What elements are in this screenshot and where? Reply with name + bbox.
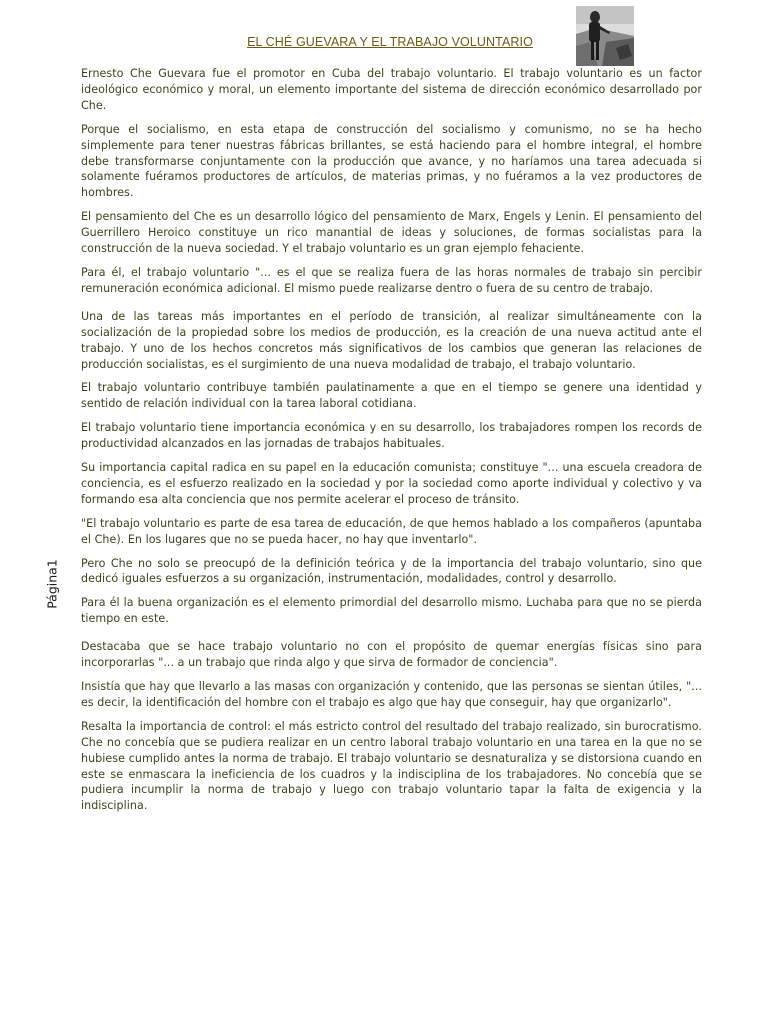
paragraph: Porque el socialismo, en esta etapa de construcción del socialismo y comunismo, no se ha hecho simplemente para tener nuestras fábricas brillantes, se está haciendo para el hombre integral, el hombre debe transformarse conjuntamente con la producción que avance, y no haríamos una tarea adecuada si solamente fuéramos productores de artículos, de materias primas, y no fuéramos a la vez productores de hombres. [81,122,702,200]
paragraph: Pero Che no solo se preocupó de la definición teórica y de la importancia del trabajo voluntario, sino que dedicó iguales esfuerzos a su organización, instrumentación, modalidades, control y desarrollo. [81,556,702,586]
paragraph: Destacaba que se hace trabajo voluntario no con el propósito de quemar energías físicas sino para incorporarlas "... a un trabajo que rinda algo y que sirva de formador de conciencia". [81,640,702,670]
page-number-label: Página1 [44,559,60,609]
paragraph: Insistía que hay que llevarlo a las masas con organización y contenido, que las personas se sientan útiles, "... es decir, la identificación del hombre con el trabajo es algo que hay que conseguir, hay que organizarlo". [81,680,702,709]
paragraph: Su importancia capital radica en su papel en la educación comunista; constituye "... una escuela creadora de conciencia, es el esfuerzo realizado en la sociedad y por la sociedad como aporte individual y colectivo y va formando esa alta conciencia que nos permite acelerar el proceso de tránsito. [81,461,702,506]
paragraph: Para él, el trabajo voluntario "... es el que se realiza fuera de las horas normales de trabajo sin percibir remuneración económica adicional. El mismo puede realizarse dentro o fuera de su centro de trabajo. [81,265,702,295]
paragraph: Para él la buena organización es el elemento primordial del desarrollo mismo. Luchaba para que no se pierda tiempo en este. [81,596,702,626]
paragraph: El trabajo voluntario tiene importancia económica y en su desarrollo, los trabajadores rompen los records de productividad alcanzados en las jornadas de trabajos habituales. [81,421,702,451]
document-body [81,66,702,822]
paragraph: Resalta la importancia de control: el más estricto control del resultado del trabajo realizado, sin burocratismo. Che no concebía que se pudiera realizar en un centro laboral trabajo voluntario en una tarea en la que no se hubiese cumplido antes la norma de trabajo. El trabajo voluntario se desnaturaliza y se distorsiona cuando en este se enmascara la ineficiencia de los cuadros y la indisciplina de los trabajadores. No concebía que se pudiera incumplir la norma de trabajo y luego con trabajo voluntario tapar la falta de exigencia y la indisciplina. [81,719,702,813]
paragraph: El pensamiento del Che es un desarrollo lógico del pensamiento de Marx, Engels y Lenin. El pensamiento del Guerrillero Heroico constituye un rico manantial de ideas y soluciones, de formas socialistas para la construcción de la nueva sociedad. Y el trabajo voluntario es un gran ejemplo fehaciente. [81,210,702,256]
document-title: EL CHÉ GUEVARA Y EL TRABAJO VOLUNTARIO [247,35,533,49]
paragraph: Una de las tareas más importantes en el período de transición, al realizar simultáneamente con la socialización de la propiedad sobre los medios de producción, es la creación de una nueva actitud ante el trabajo. Y uno de los hechos concretos más significativos de los cambios que generan las relaciones de producción socialistas, es el surgimiento de una nueva modalidad de trabajo, el trabajo voluntario. [81,309,702,371]
paragraph: "El trabajo voluntario es parte de esa tarea de educación, de que hemos hablado a los compañeros (apuntaba el Che). En los lugares que no se pueda hacer, no hay que inventarlo". [81,516,702,546]
paragraph: Ernesto Che Guevara fue el promotor en Cuba del trabajo voluntario. El trabajo voluntario es un factor ideológico económico y moral, un elemento importante del sistema de dirección económico desarrollado por Che. [81,67,702,112]
che-guevara-photo [576,6,634,66]
paragraph: El trabajo voluntario contribuye también paulatinamente a que en el tiempo se genere una identidad y sentido de relación individual con la tarea laboral cotidiana. [81,381,702,411]
